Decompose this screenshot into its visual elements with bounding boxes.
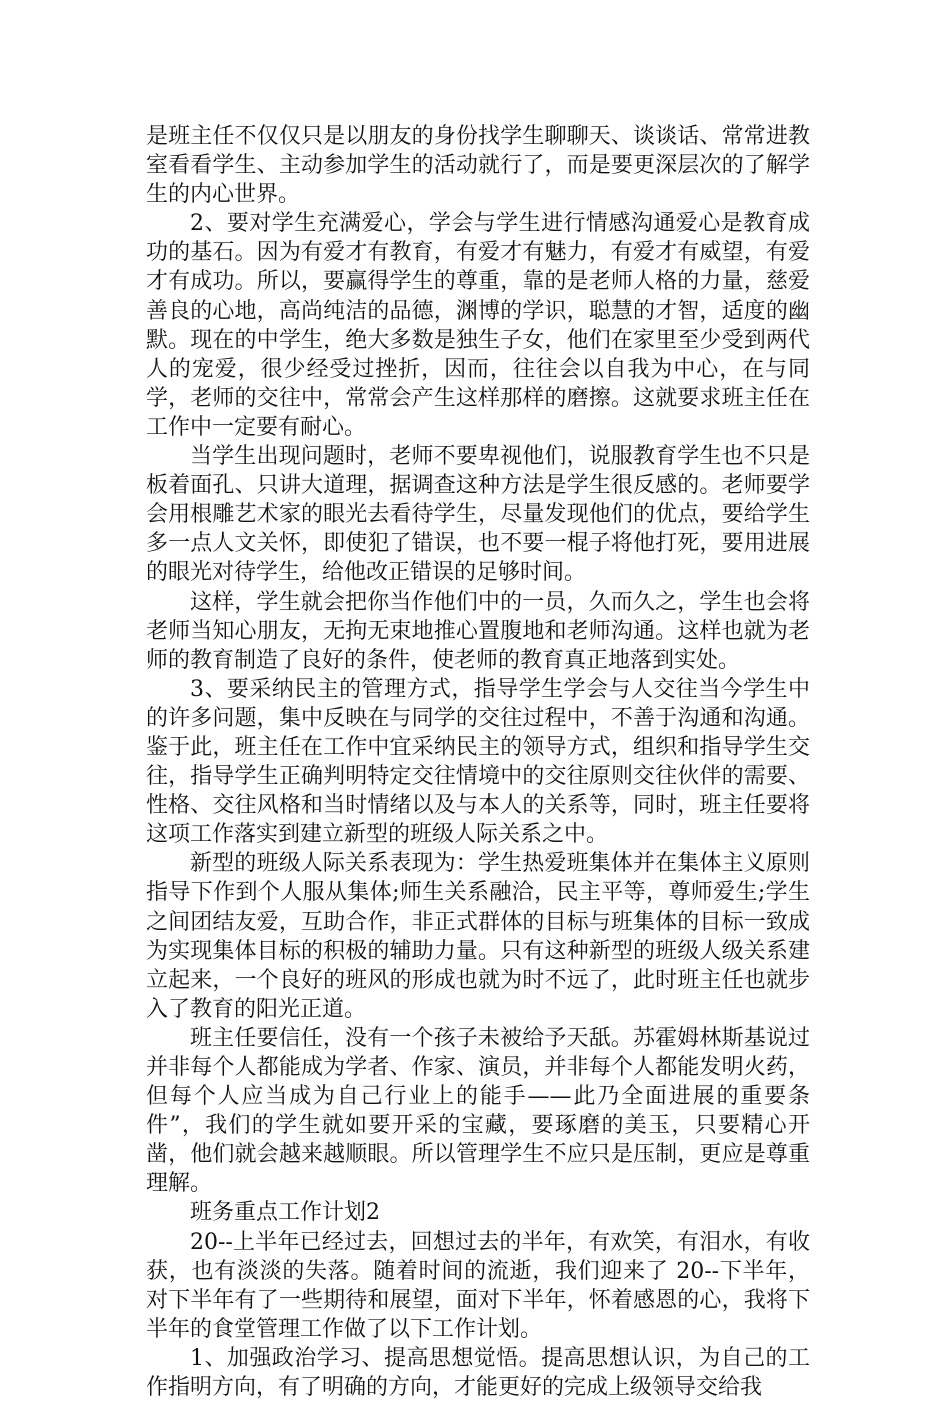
paragraph: 是班主任不仅仅只是以朋友的身份找学生聊聊天、谈谈话、常常进教室看看学生、主动参加学生的活动就行了，而是要更深层次的了解学生的内心世界。	[146, 124, 810, 208]
paragraph: 1、加强政治学习、提高思想觉悟。提高思想认识，为自己的工作指明方向，有了明确的方向，才能更好的完成上级领导交给我	[146, 1345, 810, 1401]
paragraph: 2、要对学生充满爱心，学会与学生进行情感沟通爱心是教育成功的基石。因为有爱才有教育，有爱才有魅力，有爱才有威望，有爱才有成功。所以，要赢得学生的尊重，靠的是老师人格的力量，慈爱善良的心地，高尚纯洁的品德，渊博的学识，聪慧的才智，适度的幽默。现在的中学生，绝大多数是独生子女，他们在家里至少受到两代人的宠爱，很少经受过挫折，因而，往往会以自我为中心，在与同学，老师的交往中，常常会产生这样那样的磨擦。这就要求班主任在工作中一定要有耐心。	[146, 211, 810, 440]
paragraph: 班主任要信任，没有一个孩子未被给予天舐。苏霍姆林斯基说过并非每个人都能成为学者、作家、演员，并非每个人都能发明火药，但每个人应当成为自己行业上的能手——此乃全面进展的重要条件”，我们的学生就如要开采的宝藏，要琢磨的美玉，只要精心开凿，他们就会越来越顺眼。所以管理学生不应只是压制，更应是尊重理解。	[146, 1025, 810, 1197]
document-body	[146, 122, 810, 1402]
section-heading: 班务重点工作计划2	[190, 1200, 380, 1226]
paragraph: 3、要采纳民主的管理方式，指导学生学会与人交往当今学生中的许多问题，集中反映在与同学的交往过程中，不善于沟通和沟通。鉴于此，班主任在工作中宜采纳民主的领导方式，组织和指导学生交往，指导学生正确判明特定交往情境中的交往原则交往伙伴的需要、性格、交往风格和当时情绪以及与本人的关系等，同时，班主任要将这项工作落实到建立新型的班级人际关系之中。	[146, 676, 810, 848]
paragraph: 这样，学生就会把你当作他们中的一员，久而久之，学生也会将老师当知心朋友，无拘无束地推心置腹地和老师沟通。这样也就为老师的教育制造了良好的条件，使老师的教育真正地落到实处。	[146, 589, 810, 673]
paragraph: 当学生出现问题时，老师不要卑视他们，说服教育学生也不只是板着面孔、只讲大道理，据调查这种方法是学生很反感的。老师要学会用根雕艺术家的眼光去看待学生，尽量发现他们的优点，要给学生多一点人文关怀，即使犯了错误，也不要一棍子将他打死，要用进展的眼光对待学生，给他改正错误的足够时间。	[146, 444, 810, 586]
paragraph: 20--上半年已经过去，回想过去的半年，有欢笑，有泪水，有收获，也有淡淡的失落。随着时间的流逝，我们迎来了 20--下半年，对下半年有了一些期待和展望，面对下半年，怀着感恩的心，我将下半年的食堂管理工作做了以下工作计划。	[146, 1229, 810, 1342]
paragraph: 新型的班级人际关系表现为：学生热爱班集体并在集体主义原则指导下作到个人服从集体;师生关系融洽，民主平等，尊师爱生;学生之间团结友爱，互助合作，非正式群体的目标与班集体的目标一致成为实现集体目标的积极的辅助力量。只有这种新型的班级人级关系建立起来，一个良好的班风的形成也就为时不远了，此时班主任也就步入了教育的阳光正道。	[146, 851, 810, 1022]
